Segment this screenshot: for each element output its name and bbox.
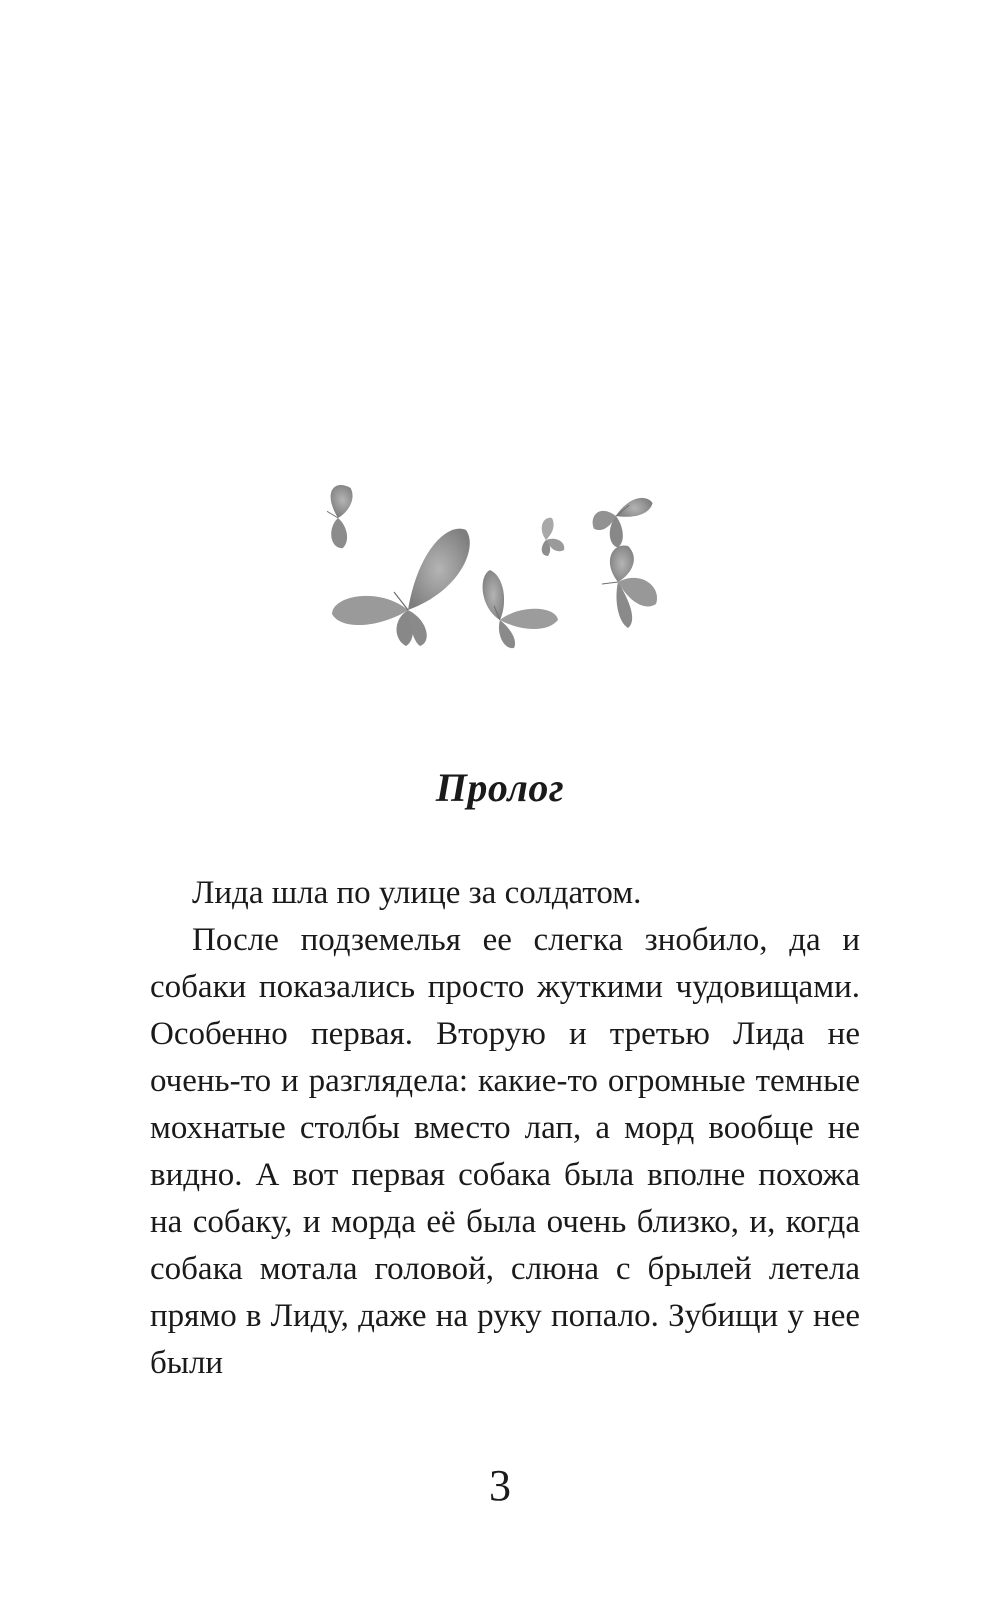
butterflies-icon bbox=[300, 470, 720, 680]
butterfly-right-icon bbox=[602, 545, 657, 628]
butterfly-top-right-icon bbox=[588, 487, 654, 554]
paragraph: После подземелья ее слегка знобило, да и собаки показались просто жуткими чудовищами. Особенно первая. Вторую и третью Лида не очень-то и разглядела: какие-то огромные темные мохнатые столбы вместо лап, а морд вообще не видно. А вот первая собака была вполне похожа на собаку, и морда её была очень близко, и, когда собака мотала головой, слюна с брылей летела прямо в Лиду, даже на руку попало. Зубищи у нее были bbox=[150, 922, 860, 1381]
body-text bbox=[150, 870, 860, 1387]
butterfly-large-icon bbox=[332, 529, 470, 646]
butterfly-middle-icon bbox=[483, 570, 558, 648]
chapter-title: Пролог bbox=[435, 765, 565, 810]
butterfly-small-left-icon bbox=[315, 482, 369, 551]
butterfly-tiny-icon bbox=[542, 518, 565, 556]
page-number: 3 bbox=[489, 1461, 511, 1510]
paragraph: Лида шла по улице за солдатом. bbox=[192, 875, 642, 911]
